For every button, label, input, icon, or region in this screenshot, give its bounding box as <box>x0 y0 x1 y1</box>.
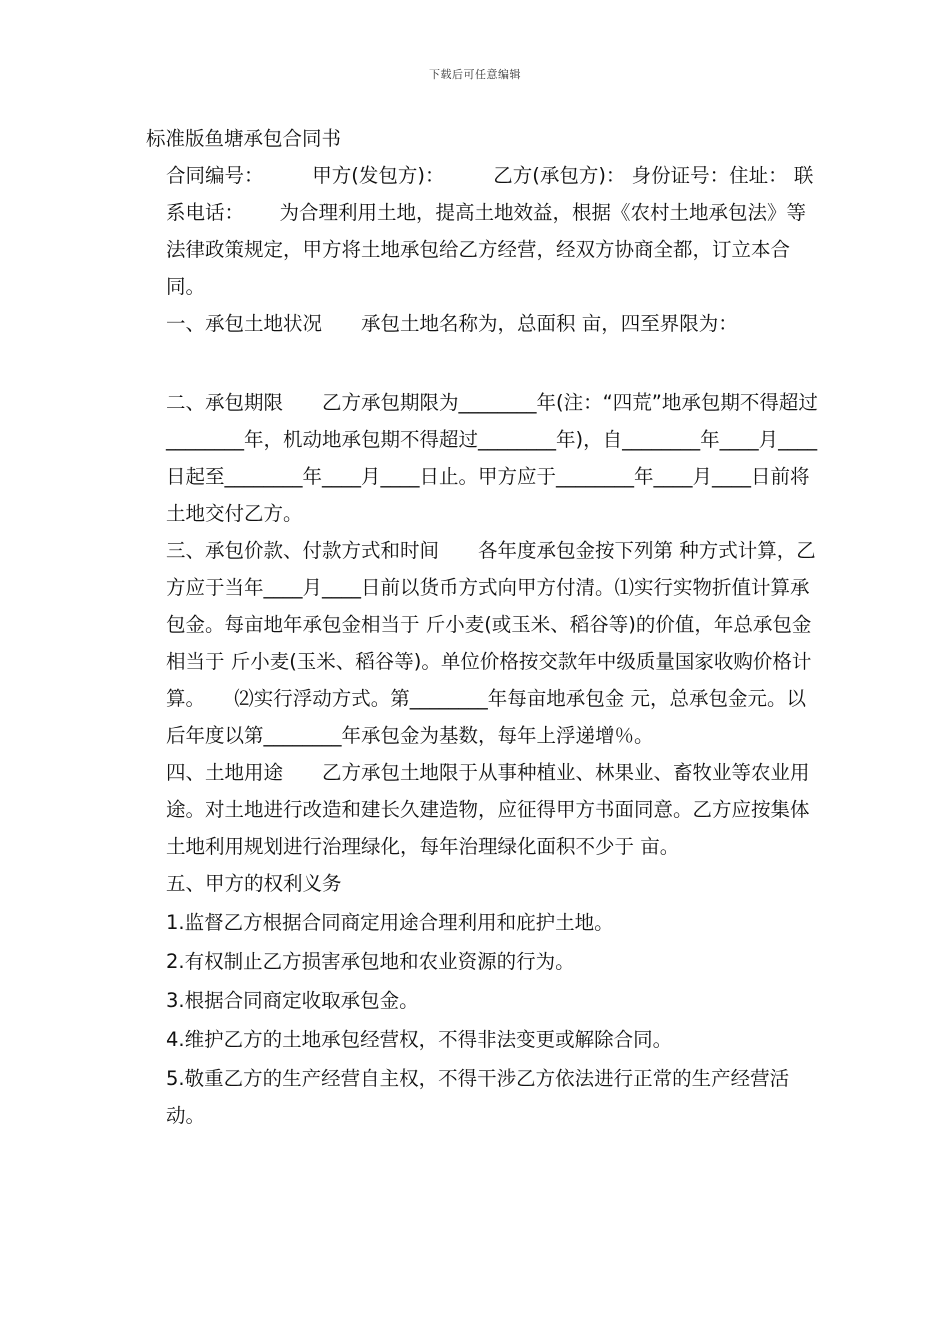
paragraph-section-5-heading: 五、甲方的权利义务 <box>166 872 342 895</box>
list-item-3: 3.根据合同商定收取承包金。 <box>166 989 419 1012</box>
list-item-4: 4.维护乙方的土地承包经营权，不得非法变更或解除合同。 <box>166 1028 673 1051</box>
document-body <box>146 120 822 1134</box>
paragraph-section-1: 一、承包土地状况 承包土地名称为，总面积 亩，四至界限为： <box>166 312 738 335</box>
list-item-5: 5.敬重乙方的生产经营自主权，不得干涉乙方依法进行正常的生产经营活动。 <box>166 1067 790 1127</box>
list-item-2: 2.有权制止乙方损害承包地和农业资源的行为。 <box>166 950 575 973</box>
paragraph-section-3: 三、承包价款、付款方式和时间 各年度承包金按下列第 种方式计算，乙方应于当年____月____日前以货币方式向甲方付清。⑴实行实物折值计算承包金。每亩地年承包金相当于 斤小麦(或玉米、稻谷等)的价值，年总承包金相当于 斤小麦(玉米、稻谷等)。单位价格按交款年中级质量国家收购价格计算。 ⑵实行浮动方式。第________年每亩地承包金 元，总承包金元。以后年度以第________年承包金为基数，每年上浮递增％。 <box>166 539 816 747</box>
paragraph-section-2: 二、承包期限 乙方承包期限为________年(注：“四荒”地承包期不得超过________年，机动地承包期不得超过________年)，自________年____月____日起至________年____月____日止。甲方应于________年____月____日前将土地交付乙方。 <box>166 391 818 525</box>
list-item-1: 1.监督乙方根据合同商定用途合理利用和庇护土地。 <box>166 911 614 934</box>
document-title: 标准版鱼塘承包合同书 <box>146 127 342 150</box>
header-note: 下载后可任意编辑 <box>429 68 521 81</box>
paragraph-section-4: 四、土地用途 乙方承包土地限于从事种植业、林果业、畜牧业等农业用途。对土地进行改造和建长久建造物，应征得甲方书面同意。乙方应按集体土地利用规划进行治理绿化，每年治理绿化面积不少于 亩。 <box>166 761 810 858</box>
paragraph-preamble: 合同编号： 甲方(发包方)： 乙方(承包方)： 身份证号：住址： 联系电话： 为合理利用土地，提高土地效益，根据《农村土地承包法》等法律政策规定，甲方将土地承包给乙方经营，经双方协商全都，订立本合同。 <box>166 164 814 298</box>
